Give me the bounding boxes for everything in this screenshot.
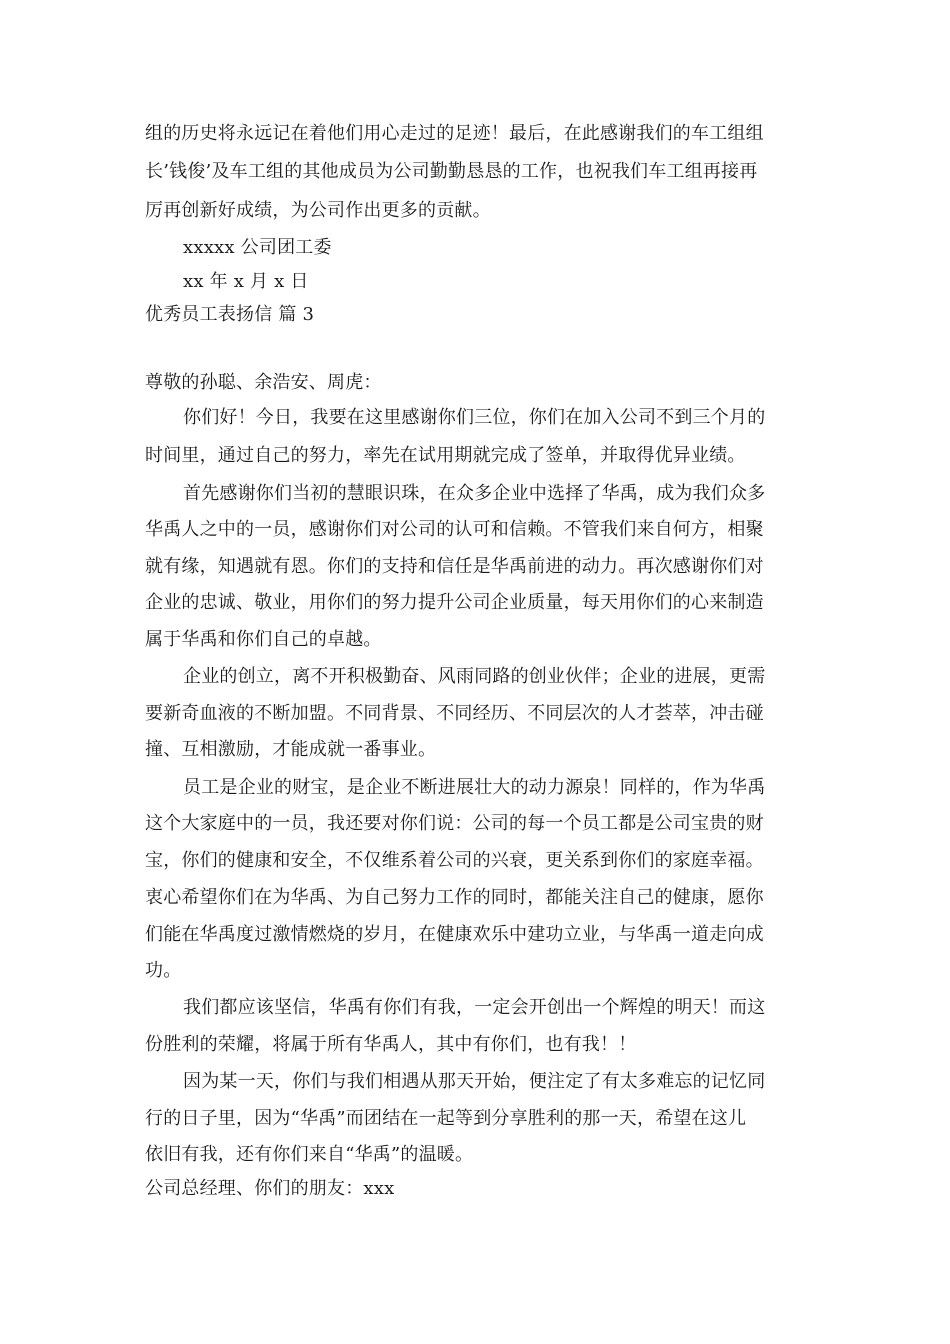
signature-org: xxxxx 公司团工委	[183, 237, 332, 258]
paragraph-line: 因为某一天，你们与我们相遇从那天开始，便注定了有太多难忘的记忆同	[183, 1071, 766, 1092]
paragraph-line: 依旧有我，还有你们来自“华禹”的温暖。	[145, 1144, 474, 1165]
paragraph-line: 属于华禹和你们自己的卓越。	[145, 629, 382, 650]
paragraph-line: 衷心希望你们在为华禹、为自己努力工作的同时，都能关注自己的健康，愿你	[145, 887, 764, 908]
paragraph-line: 我们都应该坚信，华禹有你们有我，一定会开创出一个辉煌的明天！而这	[183, 997, 766, 1018]
signature-date: xx 年 x 月 x 日	[183, 271, 309, 292]
paragraph-line: 要新奇血液的不断加盟。不同背景、不同经历、不同层次的人才荟萃，冲击碰	[145, 703, 764, 724]
paragraph-line: 们能在华禹度过激情燃烧的岁月，在健康欢乐中建功立业，与华禹一道走向成	[145, 924, 764, 945]
paragraph-line: 员工是企业的财宝，是企业不断进展壮大的动力源泉！同样的，作为华禹	[183, 777, 766, 798]
paragraph-line: 行的日子里，因为“华禹”而团结在一起等到分享胜利的那一天，希望在这儿	[145, 1108, 747, 1129]
salutation: 尊敬的孙聪、余浩安、周虎：	[145, 372, 382, 393]
paragraph-line: 企业的创立，离不开积极勤奋、风雨同路的创业伙伴；企业的进展，更需	[183, 666, 766, 687]
paragraph-line: 长’钱俊’及车工组的其他成员为公司勤勤恳恳的工作，也祝我们车工组再接再	[145, 161, 758, 182]
paragraph-line: 份胜利的荣耀，将属于所有华禹人，其中有你们，也有我！！	[145, 1034, 637, 1055]
paragraph-line: 组的历史将永远记在着他们用心走过的足迹！最后，在此感谢我们的车工组组	[145, 123, 764, 144]
paragraph-line: 华禹人之中的一员，感谢你们对公司的认可和信赖。不管我们来自何方，相聚	[145, 519, 764, 540]
paragraph-line: 宝，你们的健康和安全，不仅维系着公司的兴衰，更关系到你们的家庭幸福。	[145, 850, 764, 871]
paragraph-line: 时间里，通过自己的努力，率先在试用期就完成了签单，并取得优异业绩。	[145, 445, 746, 466]
section-title: 优秀员工表扬信 篇 3	[145, 304, 315, 325]
paragraph-line: 撞、互相激励，才能成就一番事业。	[145, 739, 437, 760]
paragraph-line: 功。	[145, 960, 182, 981]
paragraph-line: 厉再创新好成绩，为公司作出更多的贡献。	[145, 200, 491, 221]
paragraph-line: 就有缘，知遇就有恩。你们的支持和信任是华禹前进的动力。再次感谢你们对	[145, 556, 764, 577]
paragraph-line: 企业的忠诚、敬业，用你们的努力提升公司企业质量，每天用你们的心来制造	[145, 592, 764, 613]
paragraph-line: 这个大家庭中的一员，我还要对你们说：公司的每一个员工都是公司宝贵的财	[145, 813, 764, 834]
paragraph-line: 你们好！今日，我要在这里感谢你们三位，你们在加入公司不到三个月的	[183, 407, 766, 428]
paragraph-line: 首先感谢你们当初的慧眼识珠，在众多企业中选择了华禹，成为我们众多	[183, 483, 766, 504]
closing-signature: 公司总经理、你们的朋友：xxx	[145, 1178, 395, 1199]
